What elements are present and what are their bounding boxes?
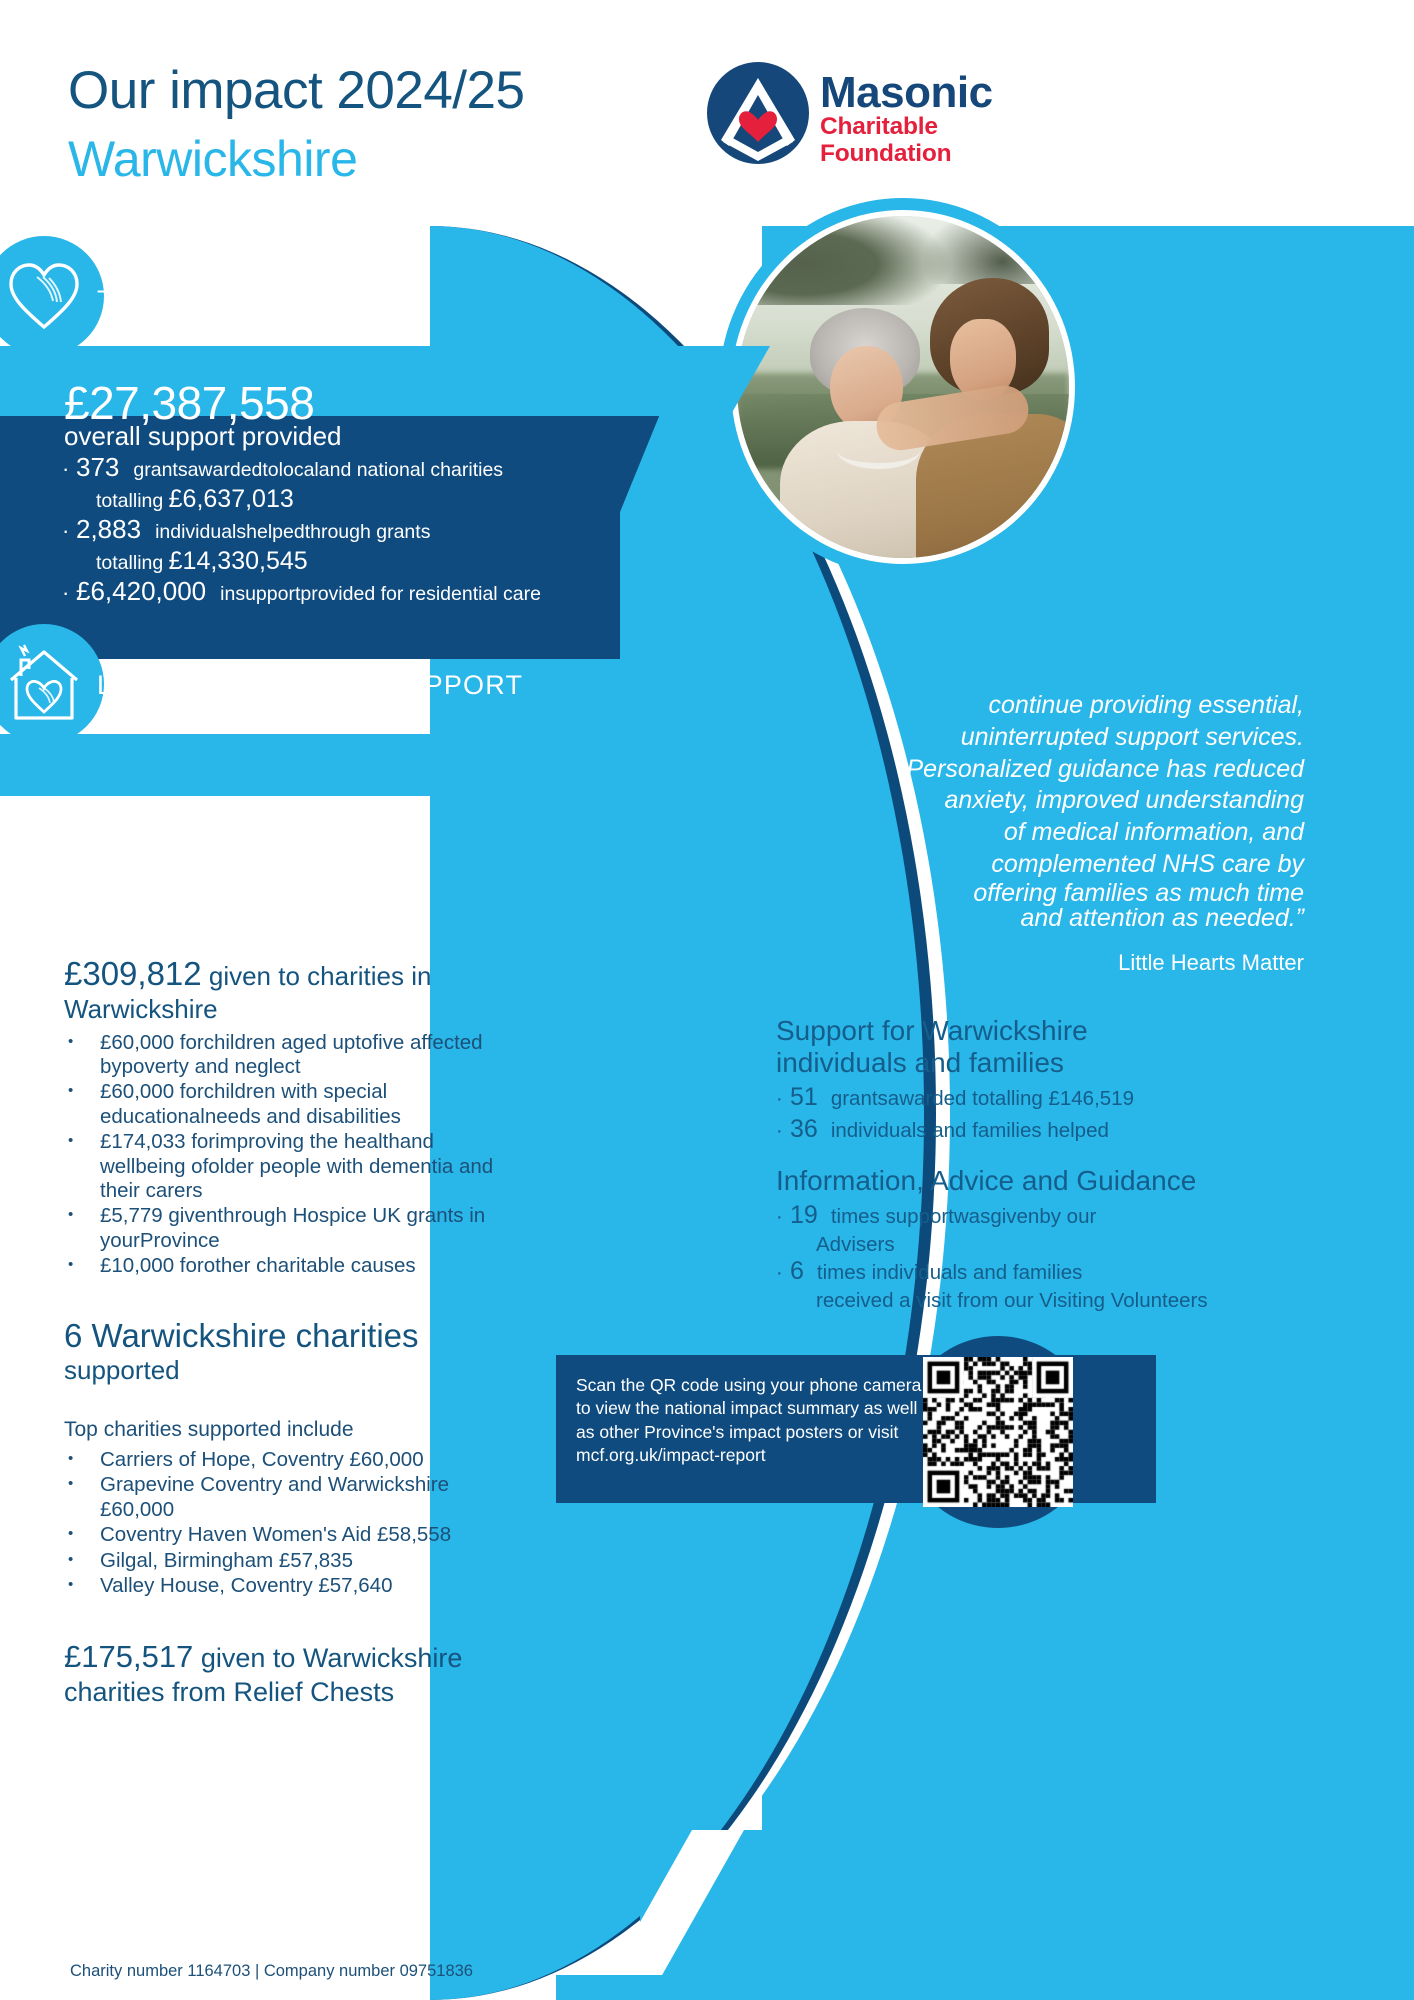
item-number: 6 <box>790 1257 804 1286</box>
bottom-cyan-bar <box>556 1975 1414 2000</box>
total-support-item <box>62 452 662 483</box>
support-individuals-section <box>776 1015 1306 1147</box>
local-community-item: • £5,779 giventhrough Hospice UK grants in yourProvince <box>64 1204 514 1253</box>
item-number: 19 <box>790 1201 818 1230</box>
top-charity-item: • Coventry Haven Women's Aid £58,558 <box>64 1523 514 1547</box>
bullet-marker: · <box>776 1088 783 1111</box>
item-subtext: received a visit from our Visiting Volunteers <box>816 1289 1208 1313</box>
local-community-lead <box>64 955 514 994</box>
item-text: insupportprovided for residential care <box>220 583 541 605</box>
heart-icon-bubble <box>0 236 104 356</box>
information-advice-item <box>776 1257 1306 1286</box>
local-community-item: • £10,000 forother charitable causes <box>64 1254 514 1278</box>
support-individuals-heading-line1: Support for Warwickshire <box>776 1015 1088 1046</box>
quote-line: continue providing essential, <box>988 691 1304 719</box>
charities-heading: 6 Warwickshire charities <box>64 1316 419 1354</box>
item-number: £6,420,000 <box>76 576 207 606</box>
top-charities-label: Top charities supported include <box>64 1417 354 1441</box>
page-subtitle-province: Warwickshire <box>68 131 358 187</box>
information-advice-section <box>776 1165 1306 1313</box>
information-advice-list <box>776 1201 1306 1313</box>
local-community-band <box>0 734 700 796</box>
testimonial-quote <box>704 690 1304 931</box>
item-number: 36 <box>790 1115 818 1144</box>
item-continuation: totalling £14,330,545 <box>96 547 308 575</box>
support-individuals-list <box>776 1083 1306 1144</box>
masonic-charitable-foundation-logo <box>707 62 1052 167</box>
relief-chests-block <box>64 1638 514 1708</box>
quote-line: Personalized guidance has reduced <box>906 754 1304 783</box>
support-individuals-heading-line2: individuals and families <box>776 1047 1064 1079</box>
hero-photo-ring <box>719 198 1087 576</box>
information-advice-item <box>776 1201 1306 1230</box>
poster-header <box>0 0 1414 226</box>
bullet-marker: · <box>62 518 70 543</box>
item-text: grantsawardedtolocaland national charities <box>133 459 504 481</box>
local-community-lead-amount: £309,812 <box>64 955 202 992</box>
qr-instructions: Scan the QR code using your phone camera to view the national impact summary as well as other Province's impact posters or visit mcf.org.uk/impact-report <box>576 1375 922 1466</box>
logo-wordmark <box>820 68 1052 168</box>
total-support-item <box>62 576 662 607</box>
top-charity-item: • Gilgal, Birmingham £57,835 <box>64 1549 514 1573</box>
footer-legal: Charity number 1164703 | Company number 09751836 <box>70 1962 473 1980</box>
item-text: times individuals and families <box>816 1261 1083 1285</box>
testimonial-attribution: Little Hearts Matter <box>1118 950 1304 975</box>
information-advice-heading: Information, Advice and Guidance <box>776 1165 1197 1196</box>
logo-charitable-foundation-text: Charitable Foundation <box>820 112 952 167</box>
item-subtext: Advisers <box>816 1233 895 1257</box>
quote-line: offering families as much time <box>973 878 1304 907</box>
bullet-marker: · <box>776 1120 783 1143</box>
top-charity-item: • Grapevine Coventry and Warwickshire £60,000 <box>64 1473 514 1522</box>
relief-chests-rest: given to Warwickshire <box>193 1643 463 1674</box>
house-heart-icon <box>5 644 83 724</box>
local-community-lead-rest: given to charities in <box>201 961 432 991</box>
top-charities-list <box>64 1448 514 1598</box>
local-community-label: LOCAL COMMUNITY SUPPORT <box>97 670 524 700</box>
hero-photo <box>731 210 1075 564</box>
heart-icon <box>7 261 81 331</box>
local-community-lead-line2: Warwickshire <box>64 993 218 1024</box>
quote-line: uninterrupted support services. <box>960 722 1304 751</box>
item-text: grantsawarded totalling £146,519 <box>830 1087 1134 1111</box>
bullet-marker: · <box>62 580 70 605</box>
local-community-item: • £60,000 forchildren aged uptofive affected bypoverty and neglect <box>64 1031 514 1080</box>
local-community-item-list <box>64 1031 514 1279</box>
page-title: Our impact 2024/25 <box>68 61 525 120</box>
quote-line: and attention as needed.” <box>1020 903 1304 932</box>
bullet-marker: · <box>776 1206 783 1229</box>
total-support-list <box>62 452 662 609</box>
relief-chests-amount: £175,517 <box>64 1639 194 1675</box>
local-community-item: • £60,000 forchildren with special educationalneeds and disabilities <box>64 1080 514 1129</box>
local-community-item: • £174,033 forimproving the healthand wellbeing ofolder people with dementia and their carers <box>64 1130 514 1203</box>
charities-subheading: supported <box>64 1354 180 1385</box>
total-support-caption: overall support provided <box>64 421 342 451</box>
total-support-item <box>62 514 662 545</box>
item-number: 2,883 <box>76 514 142 544</box>
quote-line: complemented NHS care by <box>991 849 1304 878</box>
support-individuals-item <box>776 1115 1306 1144</box>
item-number: 51 <box>790 1083 818 1112</box>
qr-code-image[interactable] <box>923 1357 1073 1507</box>
top-charity-item: • Carriers of Hope, Coventry £60,000 <box>64 1448 514 1472</box>
logo-masonic-text: Masonic <box>820 68 993 117</box>
item-text: individualshelpedthrough grants <box>155 521 431 543</box>
quote-line: of medical information, and <box>1003 818 1304 846</box>
bullet-marker: · <box>776 1262 783 1285</box>
item-text: individuals and families helped <box>830 1119 1109 1143</box>
qr-code-circle[interactable] <box>902 1336 1094 1528</box>
item-text: times supportwasgivenby our <box>830 1205 1097 1229</box>
item-number: 373 <box>76 452 120 482</box>
bullet-marker: · <box>62 456 70 481</box>
top-charity-item: • Valley House, Coventry £57,640 <box>64 1574 514 1598</box>
total-support-label: TOTAL SUPPORT <box>97 285 334 315</box>
relief-chests-line2: charities from Relief Chests <box>64 1676 395 1707</box>
left-column <box>64 955 514 1708</box>
item-continuation: totalling £6,637,013 <box>96 485 294 513</box>
support-individuals-item <box>776 1083 1306 1112</box>
mcf-logo-mark-icon <box>707 62 809 164</box>
quote-line: anxiety, improved understanding <box>944 786 1304 815</box>
total-support-amount: £27,387,558 <box>64 377 315 429</box>
